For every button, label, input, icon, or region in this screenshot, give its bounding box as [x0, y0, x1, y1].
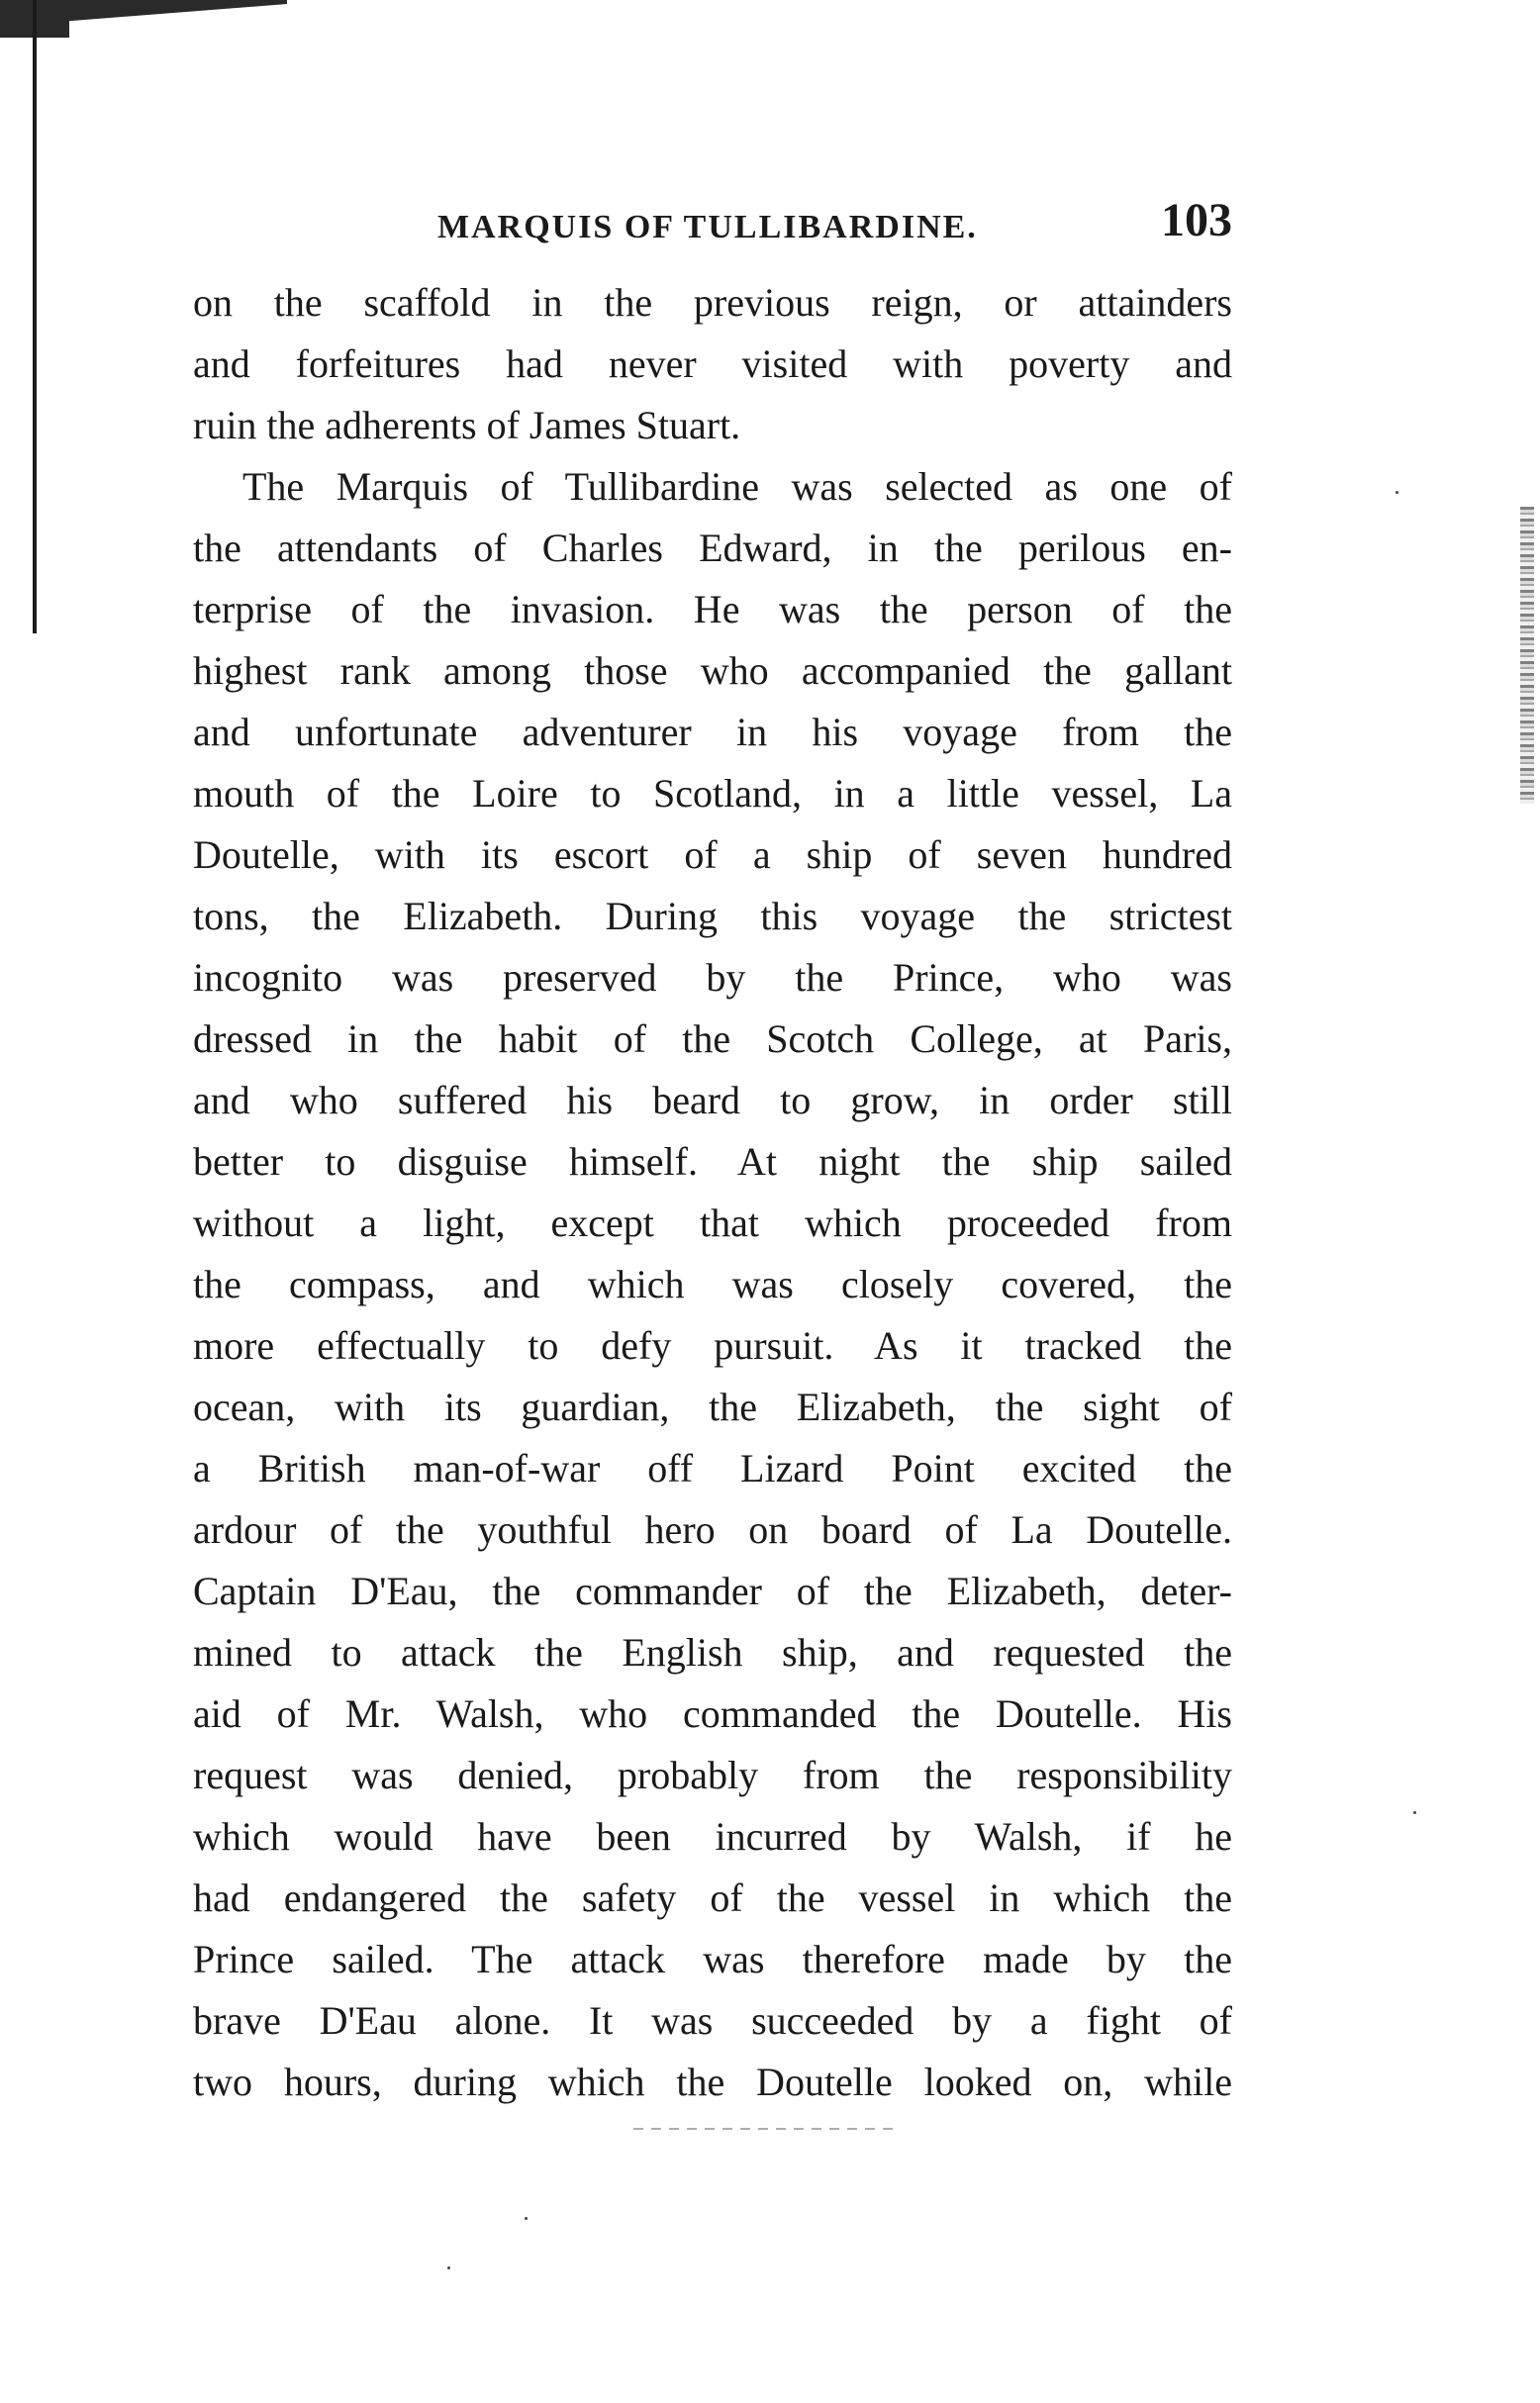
text-line: ruin the adherents of James Stuart.	[193, 403, 741, 447]
text-line: better to disguise himself. At night the ship sailed	[193, 1139, 1232, 1184]
text-line: a British man-of-war off Lizard Point excited the	[193, 1446, 1232, 1490]
text-line: tons, the Elizabeth. During this voyage the strictest	[193, 894, 1232, 938]
scan-edge-speckle	[1520, 507, 1534, 804]
text-line: Prince sailed. The attack was therefore made by the	[193, 1937, 1232, 1981]
text-line: ardour of the youthful hero on board of La Doutelle.	[193, 1507, 1232, 1552]
text-line: brave D'Eau alone. It was succeeded by a fight of	[193, 1998, 1232, 2043]
text-line: mined to attack the English ship, and requested the	[193, 1630, 1232, 1675]
scan-dust-speck	[1413, 1811, 1416, 1814]
text-line: ocean, with its guardian, the Elizabeth, the sight of	[193, 1385, 1232, 1429]
text-line: The Marquis of Tullibardine was selected as one of	[242, 464, 1232, 509]
text-line: on the scaffold in the previous reign, or attainders	[193, 280, 1232, 325]
text-line: and who suffered his beard to grow, in order still	[193, 1078, 1232, 1122]
text-line: terprise of the invasion. He was the person of the	[193, 587, 1232, 631]
text-line: incognito was preserved by the Prince, who was	[193, 955, 1232, 1000]
text-line: request was denied, probably from the responsibility	[193, 1753, 1232, 1797]
text-line: which would have been incurred by Walsh, if he	[193, 1814, 1232, 1859]
text-line: had endangered the safety of the vessel in which the	[193, 1875, 1232, 1920]
text-line: the compass, and which was closely covered, the	[193, 1262, 1232, 1306]
text-line: highest rank among those who accompanied the gallant	[193, 648, 1232, 693]
running-head: MARQUIS OF TULLIBARDINE.	[437, 209, 978, 245]
scan-pencil-mark	[633, 2128, 901, 2130]
text-line: the attendants of Charles Edward, in the perilous en-	[193, 526, 1232, 570]
text-line: Captain D'Eau, the commander of the Elizabeth, deter-	[193, 1569, 1232, 1613]
text-line: dressed in the habit of the Scotch College, at Paris,	[193, 1016, 1232, 1061]
scan-dust-speck	[525, 2217, 528, 2220]
text-line: and unfortunate adventurer in his voyage from the	[193, 710, 1232, 754]
text-line: and forfeitures had never visited with poverty and	[193, 341, 1232, 386]
body-text	[193, 272, 1232, 2113]
text-line: Doutelle, with its escort of a ship of seven hundred	[193, 832, 1232, 877]
text-line: more effectually to defy pursuit. As it tracked the	[193, 1323, 1232, 1368]
page-header	[193, 193, 1232, 252]
text-line: two hours, during which the Doutelle looked on, while	[193, 2060, 1232, 2104]
scan-dust-speck	[447, 2266, 450, 2269]
scan-corner-mark	[0, 0, 287, 59]
scan-margin-rule	[33, 0, 37, 633]
text-line: without a light, except that which proceeded from	[193, 1201, 1232, 1245]
text-line: aid of Mr. Walsh, who commanded the Doutelle. His	[193, 1691, 1232, 1736]
scan-dust-speck	[1396, 491, 1398, 494]
text-line: mouth of the Loire to Scotland, in a little vessel, La	[193, 771, 1232, 816]
page-number: 103	[1161, 194, 1232, 246]
